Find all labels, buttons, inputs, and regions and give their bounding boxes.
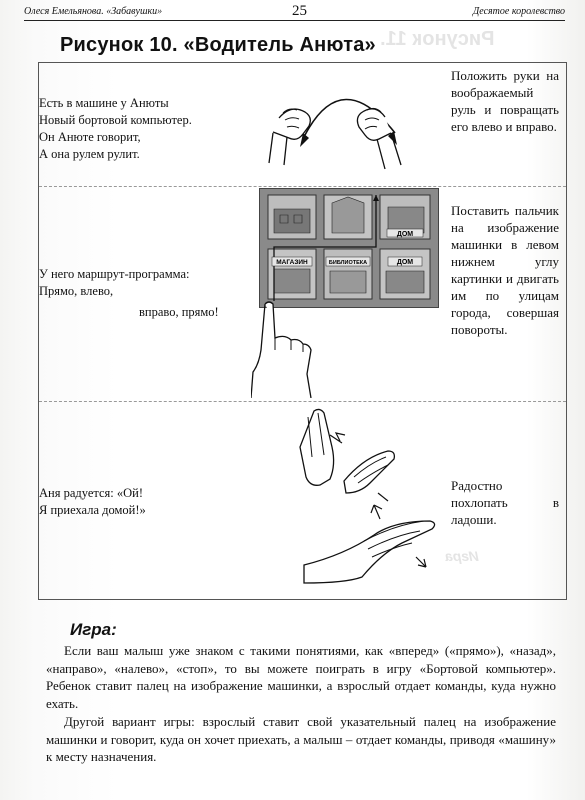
table-row [39, 186, 566, 402]
header-rule [24, 20, 565, 21]
poem-line: Есть в машине у Анюты [39, 96, 169, 110]
table-row [39, 401, 566, 599]
poem-line: Я приехала домой!» [39, 503, 146, 517]
poem-stanza [39, 266, 219, 321]
figure-title: Рисунок 10. «Водитель Анюта» [60, 34, 376, 56]
poem-line: Аня радуется: «Ой! [39, 486, 144, 500]
steering-hands-illustration [267, 73, 417, 183]
poem-line: А она рулем рулит. [39, 147, 140, 161]
poem-line: Прямо, влево, [39, 284, 114, 298]
instruction-text: Поставить пальчик на изображение машинки в левом нижнем углу картинки и двигать им по улицам города, совершая повороты. [451, 203, 559, 337]
city-map-picture [259, 188, 439, 308]
poem-line: вправо, прямо! [139, 305, 219, 319]
clapping-hands-illustration [284, 405, 444, 591]
instruction-text: Радостно похлопать в ладоши. [451, 478, 559, 527]
poem-line: У него маршрут-программа: [39, 267, 190, 281]
pointing-hand-illustration [251, 298, 331, 398]
poem-line: Он Анюте говорит, [39, 130, 141, 144]
running-header [24, 3, 565, 20]
city-map-drawing [260, 189, 438, 307]
map-sign: ДОМ [396, 231, 414, 238]
game-heading: Игра: [70, 620, 117, 639]
page-number: 25 [292, 3, 307, 19]
game-paragraph: Если ваш малыш уже знаком с такими понятиями, как «вперед» («прямо»), «назад», «направо», «налево», «стоп», то вы можете поиграть в игру «Бортовой компьютер». Ребенок ставит палец на изображение машинки, а взрослый отдает команды, куда нужно ехать. [46, 643, 556, 711]
game-paragraph: Другой вариант игры: взрослый ставит свой указательный палец на изображение машинки и говорит, куда он хочет приехать, а малыш – отдает команды, приводя «машину» к месту назначения. [46, 714, 556, 764]
bleed-through-text: Игра [445, 548, 479, 564]
poem-line: Новый бортовой компьютер. [39, 113, 192, 127]
poem-stanza [39, 95, 192, 163]
figure-table [38, 62, 567, 600]
map-sign: ДОМ [396, 259, 414, 266]
poem-stanza [39, 485, 146, 519]
instruction-text: Положить руки на воображаемый руль и повращать его влево и вправо. [451, 68, 559, 134]
table-row [39, 63, 566, 187]
header-section: Десятое королевство [472, 6, 565, 17]
bleed-through-text: Рисунок 11. [380, 28, 495, 50]
header-author-book: Олеся Емельянова. «Забавушки» [24, 6, 163, 17]
map-sign: МАГАЗИН [276, 259, 308, 266]
map-sign: БИБЛИОТЕКА [328, 260, 368, 266]
